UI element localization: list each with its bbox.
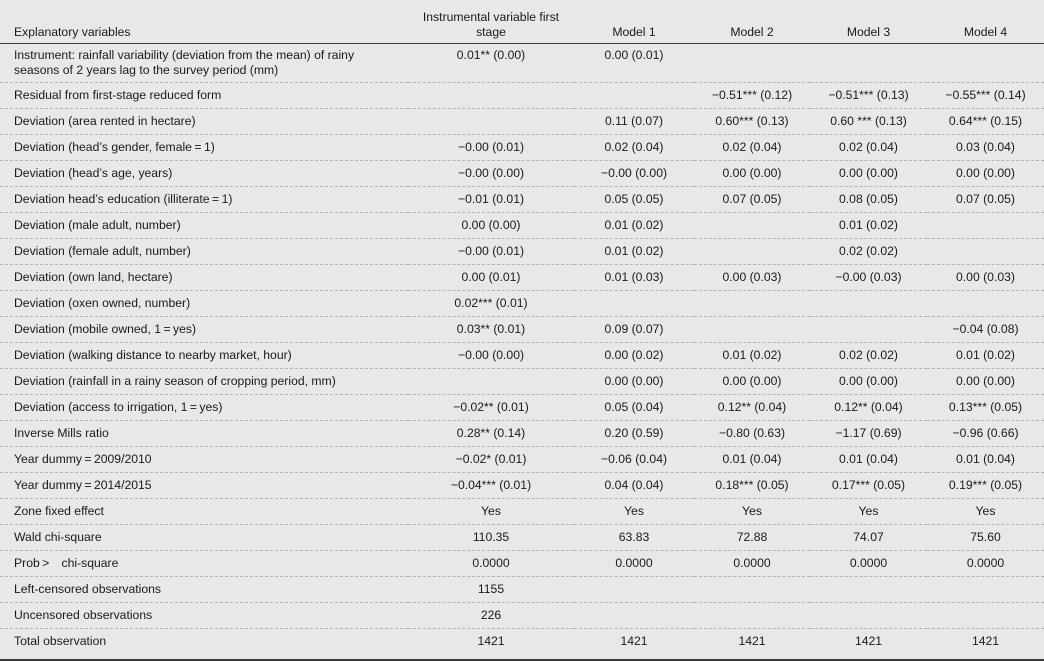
model-1-cell: 0.05 (0.04) <box>574 395 694 421</box>
table-row <box>0 291 1044 317</box>
table-row <box>0 473 1044 499</box>
table-row <box>0 135 1044 161</box>
variable-cell: Zone fixed effect <box>0 499 408 525</box>
model-2-cell: 0.0000 <box>694 551 810 577</box>
model-4-cell <box>927 577 1044 603</box>
model-2-cell: 0.00 (0.03) <box>694 265 810 291</box>
variable-cell: Prob > chi-square <box>0 551 408 577</box>
model-2-cell <box>694 44 810 83</box>
first-stage-cell: 226 <box>408 603 574 629</box>
model-2-cell: 72.88 <box>694 525 810 551</box>
variable-cell: Residual from first-stage reduced form <box>0 83 408 109</box>
model-4-cell: 0.01 (0.04) <box>927 447 1044 473</box>
model-3-cell: 0.00 (0.00) <box>810 369 927 395</box>
table-row <box>0 421 1044 447</box>
model-4-cell: 0.03 (0.04) <box>927 135 1044 161</box>
header-model-4: Model 4 <box>927 0 1044 44</box>
table-row <box>0 317 1044 343</box>
variable-cell: Instrument: rainfall variability (deviation from the mean) of rainy seasons of 2 years lag to the survey period (mm) <box>0 44 408 83</box>
header-explanatory-variables: Explanatory variables <box>0 0 408 44</box>
variable-cell: Deviation (own land, hectare) <box>0 265 408 291</box>
model-2-cell <box>694 577 810 603</box>
table-body <box>0 44 1044 655</box>
table-header <box>0 0 1044 44</box>
model-3-cell: 0.00 (0.00) <box>810 161 927 187</box>
model-3-cell: −0.00 (0.03) <box>810 265 927 291</box>
model-3-cell: 0.17*** (0.05) <box>810 473 927 499</box>
model-1-cell: 0.04 (0.04) <box>574 473 694 499</box>
model-4-cell <box>927 239 1044 265</box>
table-row <box>0 551 1044 577</box>
model-1-cell: 0.05 (0.05) <box>574 187 694 213</box>
model-2-cell: 0.60*** (0.13) <box>694 109 810 135</box>
model-2-cell: −0.51*** (0.12) <box>694 83 810 109</box>
model-2-cell <box>694 291 810 317</box>
model-1-cell: −0.06 (0.04) <box>574 447 694 473</box>
model-3-cell: −1.17 (0.69) <box>810 421 927 447</box>
model-3-cell <box>810 317 927 343</box>
model-1-cell: 63.83 <box>574 525 694 551</box>
first-stage-cell: −0.00 (0.01) <box>408 239 574 265</box>
model-2-cell <box>694 317 810 343</box>
model-1-cell: 0.01 (0.03) <box>574 265 694 291</box>
table-row <box>0 629 1044 655</box>
model-4-cell: 0.07 (0.05) <box>927 187 1044 213</box>
model-4-cell <box>927 291 1044 317</box>
variable-cell: Left-censored observations <box>0 577 408 603</box>
first-stage-cell <box>408 83 574 109</box>
variable-cell: Deviation (walking distance to nearby market, hour) <box>0 343 408 369</box>
model-1-cell: 0.0000 <box>574 551 694 577</box>
table-row <box>0 161 1044 187</box>
model-3-cell <box>810 44 927 83</box>
table-row <box>0 265 1044 291</box>
model-2-cell: 0.18*** (0.05) <box>694 473 810 499</box>
table-row <box>0 239 1044 265</box>
model-4-cell: 0.00 (0.00) <box>927 369 1044 395</box>
variable-cell: Deviation (oxen owned, number) <box>0 291 408 317</box>
model-4-cell <box>927 603 1044 629</box>
model-2-cell: 0.00 (0.00) <box>694 369 810 395</box>
model-1-cell: 0.01 (0.02) <box>574 239 694 265</box>
variable-cell: Deviation head’s education (illiterate = 1) <box>0 187 408 213</box>
header-first-stage: Instrumental variable first stage <box>408 0 574 44</box>
table-row <box>0 187 1044 213</box>
variable-cell: Year dummy = 2009/2010 <box>0 447 408 473</box>
model-1-cell: 0.00 (0.00) <box>574 369 694 395</box>
first-stage-cell: 1155 <box>408 577 574 603</box>
header-row <box>0 0 1044 44</box>
first-stage-cell: 0.28** (0.14) <box>408 421 574 447</box>
model-4-cell <box>927 213 1044 239</box>
first-stage-cell <box>408 109 574 135</box>
model-4-cell: 0.00 (0.00) <box>927 161 1044 187</box>
model-3-cell <box>810 603 927 629</box>
model-1-cell <box>574 577 694 603</box>
header-model-1: Model 1 <box>574 0 694 44</box>
model-4-cell: −0.04 (0.08) <box>927 317 1044 343</box>
variable-cell: Deviation (head’s gender, female = 1) <box>0 135 408 161</box>
model-4-cell: 0.13*** (0.05) <box>927 395 1044 421</box>
model-1-cell: 0.00 (0.01) <box>574 44 694 83</box>
table-row <box>0 83 1044 109</box>
model-1-cell: 0.02 (0.04) <box>574 135 694 161</box>
model-2-cell: 0.01 (0.04) <box>694 447 810 473</box>
variable-cell: Deviation (mobile owned, 1 = yes) <box>0 317 408 343</box>
table-row <box>0 603 1044 629</box>
model-3-cell: 0.02 (0.04) <box>810 135 927 161</box>
header-model-2: Model 2 <box>694 0 810 44</box>
table-row <box>0 499 1044 525</box>
model-1-cell: Yes <box>574 499 694 525</box>
variable-cell: Year dummy = 2014/2015 <box>0 473 408 499</box>
table-row <box>0 343 1044 369</box>
model-2-cell: 0.00 (0.00) <box>694 161 810 187</box>
model-4-cell: 1421 <box>971 634 1000 648</box>
model-2-cell: 0.12** (0.04) <box>694 395 810 421</box>
model-4-cell: 0.01 (0.02) <box>927 343 1044 369</box>
model-2-cell: 0.02 (0.04) <box>694 135 810 161</box>
variable-cell: Uncensored observations <box>0 603 408 629</box>
first-stage-cell: 0.03** (0.01) <box>408 317 574 343</box>
first-stage-cell: −0.01 (0.01) <box>408 187 574 213</box>
model-3-cell <box>810 577 927 603</box>
model-4-cell: 0.0000 <box>927 551 1044 577</box>
model-4-cell <box>927 44 1044 83</box>
model-4-cell: 0.19*** (0.05) <box>927 473 1044 499</box>
model-2-cell: −0.80 (0.63) <box>694 421 810 447</box>
model-1-cell: 0.11 (0.07) <box>574 109 694 135</box>
model-4-cell: Yes <box>927 499 1044 525</box>
model-1-cell: −0.00 (0.00) <box>574 161 694 187</box>
table-row <box>0 44 1044 83</box>
model-3-cell: 74.07 <box>810 525 927 551</box>
variable-cell: Deviation (head’s age, years) <box>0 161 408 187</box>
table-row <box>0 213 1044 239</box>
model-3-cell: 1421 <box>854 634 883 648</box>
model-3-cell: 0.08 (0.05) <box>810 187 927 213</box>
first-stage-cell: Yes <box>408 499 574 525</box>
model-1-cell <box>574 291 694 317</box>
model-4-cell: −0.96 (0.66) <box>927 421 1044 447</box>
variable-cell: Total observation <box>14 634 107 648</box>
model-3-cell: 0.01 (0.02) <box>810 213 927 239</box>
model-4-cell: 75.60 <box>927 525 1044 551</box>
model-3-cell: 0.0000 <box>810 551 927 577</box>
model-1-cell: 1421 <box>620 634 648 648</box>
variable-cell: Wald chi-square <box>0 525 408 551</box>
variable-cell: Deviation (female adult, number) <box>0 239 408 265</box>
table-row <box>0 109 1044 135</box>
model-2-cell <box>694 213 810 239</box>
model-2-cell: 1421 <box>738 634 766 648</box>
variable-cell: Deviation (area rented in hectare) <box>0 109 408 135</box>
variable-cell: Deviation (rainfall in a rainy season of cropping period, mm) <box>0 369 408 395</box>
first-stage-cell: 1421 <box>477 634 505 648</box>
model-1-cell: 0.20 (0.59) <box>574 421 694 447</box>
model-3-cell: Yes <box>810 499 927 525</box>
first-stage-cell: 110.35 <box>408 525 574 551</box>
variable-cell: Deviation (male adult, number) <box>0 213 408 239</box>
model-1-cell: 0.09 (0.07) <box>574 317 694 343</box>
first-stage-cell: 0.00 (0.00) <box>408 213 574 239</box>
model-2-cell: 0.07 (0.05) <box>694 187 810 213</box>
model-3-cell: 0.02 (0.02) <box>810 343 927 369</box>
variable-cell: Inverse Mills ratio <box>0 421 408 447</box>
model-3-cell: 0.60 *** (0.13) <box>810 109 927 135</box>
first-stage-cell: −0.02* (0.01) <box>408 447 574 473</box>
model-4-cell: 0.00 (0.03) <box>927 265 1044 291</box>
table-row <box>0 395 1044 421</box>
first-stage-cell: 0.02*** (0.01) <box>408 291 574 317</box>
first-stage-cell: −0.00 (0.01) <box>408 135 574 161</box>
model-2-cell <box>694 603 810 629</box>
variable-cell: Deviation (access to irrigation, 1 = yes) <box>0 395 408 421</box>
model-4-cell: −0.55*** (0.14) <box>927 83 1044 109</box>
first-stage-cell: −0.00 (0.00) <box>408 161 574 187</box>
model-3-cell: 0.02 (0.02) <box>810 239 927 265</box>
table-row <box>0 369 1044 395</box>
header-model-3: Model 3 <box>810 0 927 44</box>
model-2-cell: Yes <box>694 499 810 525</box>
model-1-cell: 0.00 (0.02) <box>574 343 694 369</box>
model-2-cell <box>694 239 810 265</box>
model-3-cell: −0.51*** (0.13) <box>810 83 927 109</box>
table-row <box>0 577 1044 603</box>
model-1-cell <box>574 603 694 629</box>
first-stage-cell: 0.01** (0.00) <box>408 44 574 83</box>
model-3-cell: 0.01 (0.04) <box>810 447 927 473</box>
table-row <box>0 525 1044 551</box>
model-4-cell: 0.64*** (0.15) <box>927 109 1044 135</box>
model-3-cell: 0.12** (0.04) <box>810 395 927 421</box>
table-row <box>0 447 1044 473</box>
first-stage-cell: 0.00 (0.01) <box>408 265 574 291</box>
model-2-cell: 0.01 (0.02) <box>694 343 810 369</box>
model-1-cell <box>574 83 694 109</box>
first-stage-cell <box>408 369 574 395</box>
first-stage-cell: −0.00 (0.00) <box>408 343 574 369</box>
first-stage-cell: −0.02** (0.01) <box>408 395 574 421</box>
model-3-cell <box>810 291 927 317</box>
model-1-cell: 0.01 (0.02) <box>574 213 694 239</box>
first-stage-cell: 0.0000 <box>408 551 574 577</box>
first-stage-cell: −0.04*** (0.01) <box>408 473 574 499</box>
